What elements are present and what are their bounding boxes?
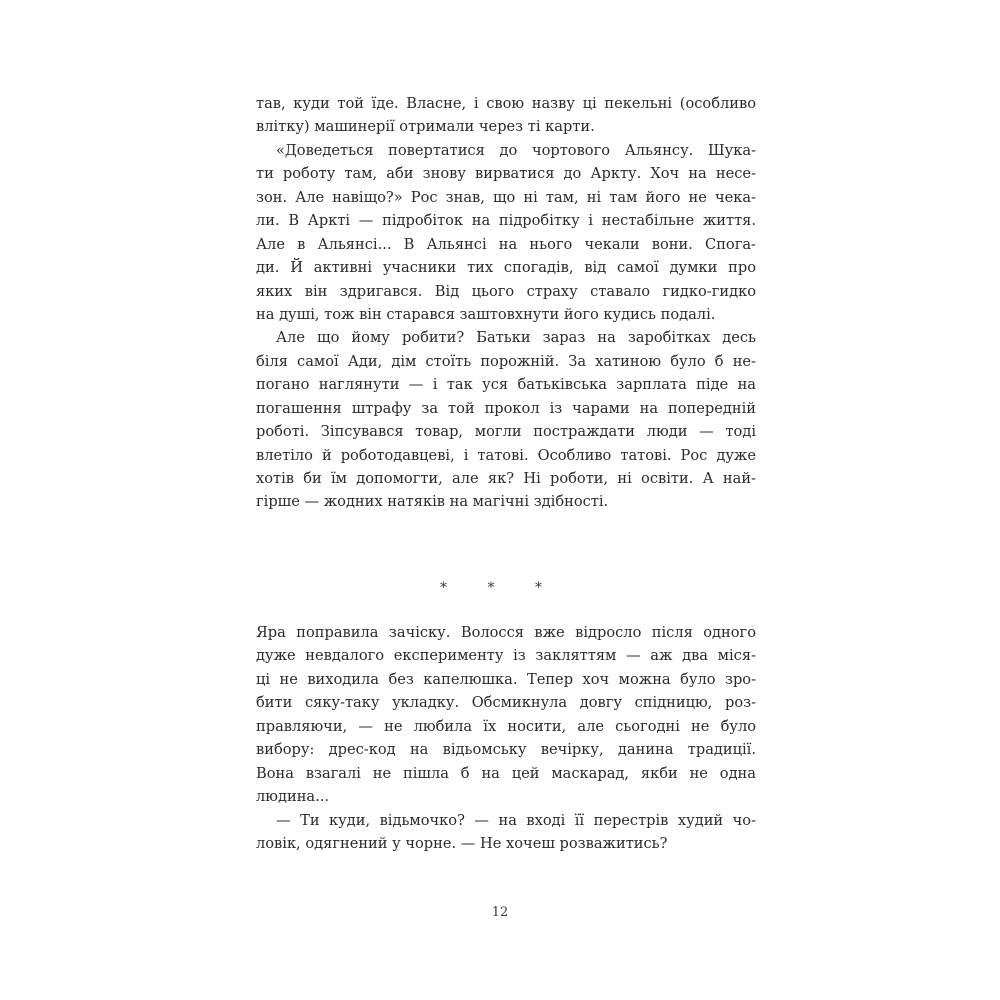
text-line: влітку) машинерії отримали через ті карти. — [256, 118, 595, 136]
text-line: хотів би їм допомогти, але як? Ні роботи, ні освіти. А най- — [256, 470, 756, 487]
text-line: біля самої Ади, дім стоїть порожній. За хатиною було б не- — [256, 352, 756, 370]
text-line: погано наглянути — і так уся батьківська зарплата піде на — [256, 376, 756, 394]
text-line: Яра поправила зачіску. Волосся вже відросло після одного — [256, 624, 756, 641]
text-line: дуже невдалого експерименту із закляттям — аж два міся- — [256, 647, 756, 665]
text-line: тав, куди той їде. Власне, і свою назву ці пекельні (особливо — [256, 95, 756, 112]
text-line: «Доведеться повертатися до чортового Альянсу. Шука- — [276, 141, 756, 159]
text-line: бити сяку-таку укладку. Обсмикнула довгу спідницю, роз- — [256, 694, 756, 712]
text-line: ці не виходила без капелюшка. Тепер хоч можна було зро- — [256, 670, 756, 688]
page-number: 12 — [491, 905, 509, 920]
text-line: Але що йому робити? Батьки зараз на заробітках десь — [276, 329, 756, 347]
section-separator: * * * — [440, 580, 560, 596]
text-line: правляючи, — не любила їх носити, але сьогодні не було — [256, 717, 756, 735]
text-line: влетіло й роботодавцеві, і татові. Особливо татові. Рос дуже — [256, 446, 756, 464]
text-line: ди. Й активні учасники тих спогадів, від самої думки про — [256, 259, 756, 277]
text-line: Але в Альянсі... В Альянсі на нього чекали вони. Спога- — [256, 235, 756, 253]
text-line: людина... — [256, 788, 330, 806]
section-2-text — [256, 621, 756, 855]
text-line: на душі, тож він старався заштовхнути його кудись подалі. — [256, 305, 716, 323]
text-line: гірше — жодних натяків на магічні здібності. — [256, 493, 609, 511]
text-line: ли. В Аркті — підробіток на підробітку і нестабільне життя. — [256, 212, 756, 230]
text-line: роботі. Зіпсувався товар, могли постраждати люди — тоді — [256, 423, 756, 441]
text-line: погашення штрафу за той прокол із чарами на попередній — [256, 399, 756, 417]
text-line: яких він здригався. Від цього страху ставало гидко-гидко — [256, 282, 756, 300]
section-1-text — [256, 92, 756, 514]
text-line: Вона взагалі не пішла б на цей маскарад, якби не одна — [256, 764, 756, 782]
text-line: ловік, одягнений у чорне. — Не хочеш розважитись? — [256, 834, 668, 852]
text-line: зон. Але навіщо?» Рос знав, що ні там, ні там його не чека- — [256, 188, 756, 206]
text-line: — Ти куди, відьмочко? — на вході її перестрів худий чо- — [276, 811, 756, 829]
text-line: ти роботу там, аби знову вирватися до Аркту. Хоч на несе- — [256, 165, 756, 183]
text-line: вибору: дрес-код на відьомську вечірку, данина традиції. — [256, 741, 756, 759]
